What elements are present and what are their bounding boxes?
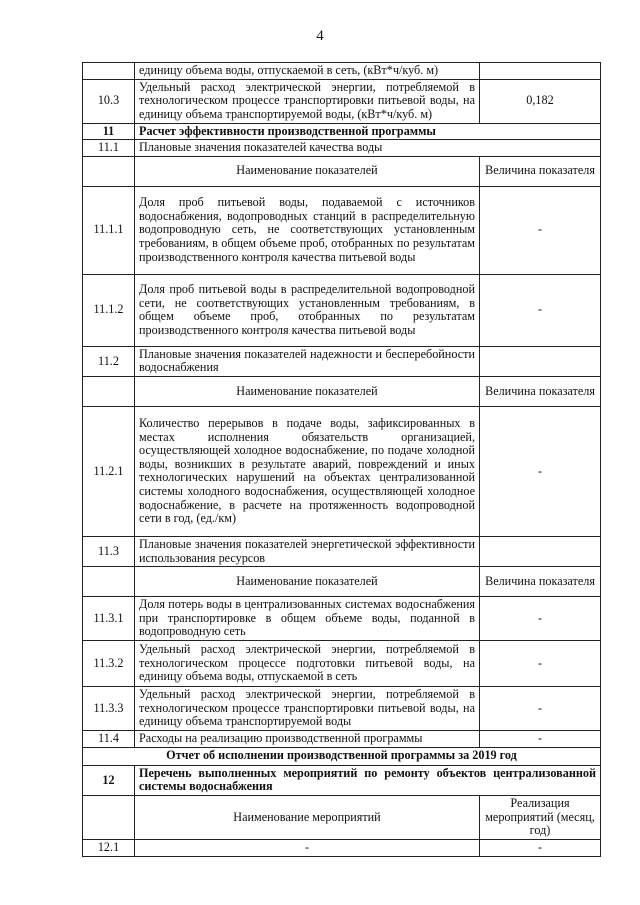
row-value: - [480,839,601,856]
table-row [83,406,601,536]
row-number [83,156,135,186]
table-header-row [83,567,601,597]
row-value [480,63,601,80]
row-text: Доля проб питьевой воды, подаваемой с источников водоснабжения, водопроводных станций в распределительную водопроводную сеть, не соответствующих установленным требованиям, в общем объеме проб, отобранных по результатам производственного контроля качества питьевой воды [135,186,480,274]
table-row [83,839,601,856]
report-heading: Отчет об исполнении производственной программы за 2019 год [83,747,601,765]
column-header-name: Наименование показателей [135,567,480,597]
table-row [83,346,601,376]
row-text: единицу объема воды, отпускаемой в сеть, (кВт*ч/куб. м) [135,63,480,80]
row-number: 11.1 [83,140,135,157]
table-row [83,765,601,795]
row-number [83,795,135,839]
subsection-title: Плановые значения показателей энергетической эффективности использования ресурсов [135,536,480,566]
row-number: 12.1 [83,839,135,856]
table-row [83,186,601,274]
table-row [83,123,601,140]
table-row [83,63,601,80]
section-number: 11 [83,123,135,140]
row-value: - [480,731,601,748]
row-text: Расходы на реализацию производственной программы [135,731,480,748]
section-title: Расчет эффективности производственной программы [135,123,601,140]
column-header-value: Величина показателя [480,376,601,406]
row-value: 0,182 [480,79,601,123]
table-row [83,274,601,346]
row-text: Доля проб питьевой воды в распределительной водопроводной сети, не соответствующих установленным требованиям, в общем объеме проб, отобранных по результатам производственного контроля качества питьевой воды [135,274,480,346]
column-header-value: Реализация мероприятий (месяц, год) [480,795,601,839]
row-text: Удельный расход электрической энергии, потребляемой в технологическом процессе транспортировки питьевой воды, на единицу объема транспортируемой воды, (кВт*ч/куб. м) [135,79,480,123]
table-header-row [83,376,601,406]
section-title: Перечень выполненных мероприятий по ремонту объектов централизованной системы водоснабжения [135,765,601,795]
column-header-value: Величина показателя [480,156,601,186]
report-heading-row [83,747,601,765]
row-number: 11.3.2 [83,641,135,687]
row-text: Доля потерь воды в централизованных системах водоснабжения при транспортировке в общем объеме воды, поданной в водопроводную сеть [135,597,480,641]
row-number: 11.2 [83,346,135,376]
table-row [83,79,601,123]
table-row [83,731,601,748]
table-header-row [83,795,601,839]
row-value [480,536,601,566]
table-row [83,536,601,566]
production-program-table [82,62,601,857]
row-text: Удельный расход электрической энергии, потребляемой в технологическом процессе подготовки питьевой воды, на единицу объема воды, отпускаемой в сеть [135,641,480,687]
row-value: - [480,687,601,731]
row-value: - [480,406,601,536]
row-number [83,63,135,80]
row-text: Удельный расход электрической энергии, потребляемой в технологическом процессе транспортировки питьевой воды, на единицу объема транспортируемой воды [135,687,480,731]
row-text: Количество перерывов в подаче воды, зафиксированных в местах исполнения обязательств организацией, осуществляющей холодное водоснабжение, по подаче холодной воды, возникших в результате аварий, повреждений и иных технологических нарушений на объектах централизованной системы холодного водоснабжения, осуществляющей холодное водоснабжение, в расчете на протяженность водопроводной сети в год, (ед./км) [135,406,480,536]
row-number: 10.3 [83,79,135,123]
row-number: 11.4 [83,731,135,748]
table-row [83,641,601,687]
row-number: 11.2.1 [83,406,135,536]
column-header-name: Наименование мероприятий [135,795,480,839]
section-number: 12 [83,765,135,795]
row-number: 11.3.3 [83,687,135,731]
row-text: - [135,839,480,856]
row-number: 11.3.1 [83,597,135,641]
row-value: - [480,641,601,687]
table-row [83,597,601,641]
row-value: - [480,186,601,274]
row-number: 11.1.2 [83,274,135,346]
table-header-row [83,156,601,186]
column-header-name: Наименование показателей [135,156,480,186]
table-row [83,687,601,731]
row-number: 11.1.1 [83,186,135,274]
row-number [83,376,135,406]
row-value: - [480,597,601,641]
table-row [83,140,601,157]
column-header-value: Величина показателя [480,567,601,597]
page-number: 4 [316,28,324,44]
row-value: - [480,274,601,346]
row-number [83,567,135,597]
subsection-title: Плановые значения показателей качества воды [135,140,601,157]
row-value [480,346,601,376]
row-number: 11.3 [83,536,135,566]
column-header-name: Наименование показателей [135,376,480,406]
subsection-title: Плановые значения показателей надежности и бесперебойности водоснабжения [135,346,480,376]
